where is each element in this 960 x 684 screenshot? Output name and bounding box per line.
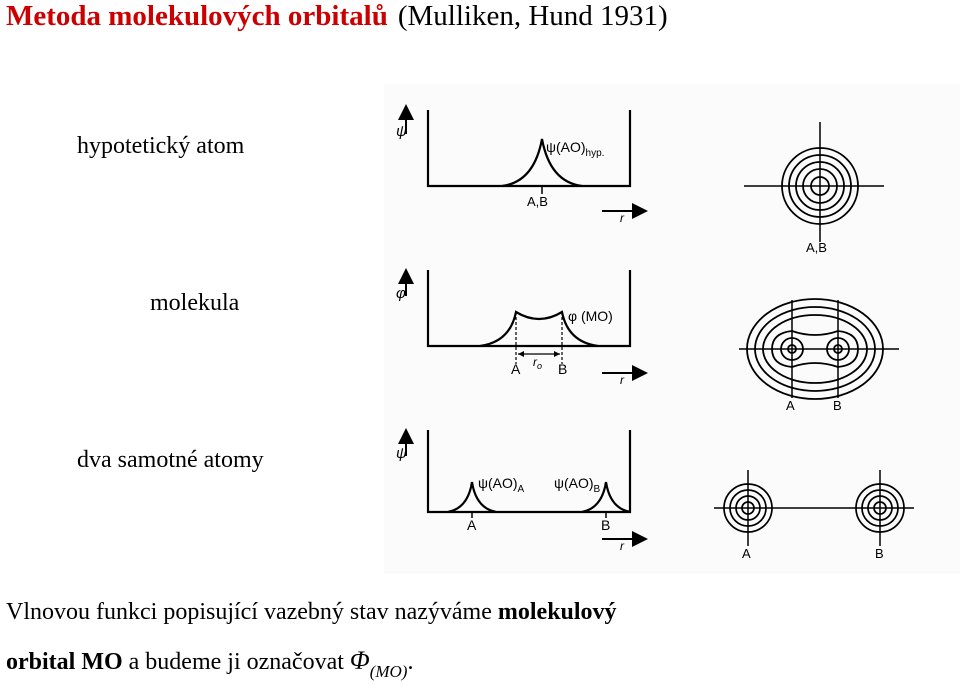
definition-line-1 [6, 599, 617, 626]
panel2-curve-label: φ (MO) [568, 308, 613, 324]
panel1-r-label: r [620, 211, 624, 225]
panel3-b-label: B [601, 517, 611, 533]
panel2-contour-b: B [833, 398, 842, 413]
title-reference: (Mulliken, Hund 1931) [397, 0, 668, 32]
definition-line-2 [6, 646, 414, 681]
panel1-point-label: A,B [527, 194, 548, 209]
panel1-curve-label: $\psi(AO)_{hyp.}$ [546, 139, 605, 159]
panel3-curve-a-label: $\psi(AO)_A$ [478, 475, 525, 495]
panel1-axis-label: ψ [396, 123, 407, 140]
panel3-r-label: r [620, 539, 624, 553]
definition-bold-term-2: orbital MO [6, 649, 123, 675]
panel2-r0-label: $r_o$ [533, 355, 543, 371]
label-molecule: molekula [150, 290, 240, 316]
panel3-contour-a: A [742, 546, 751, 561]
slide-title [6, 0, 668, 33]
panel3-a-label: A [467, 517, 477, 533]
panel1-contour-label: A,B [806, 240, 827, 255]
panel3-curve-b-label: $\psi(AO)_B$ [554, 475, 601, 495]
panel2-axis-label: φ [396, 285, 406, 302]
panel2-b-label: B [558, 361, 568, 377]
phi-subscript: (MO) [369, 662, 408, 681]
panel3-axis-label: ψ [396, 445, 407, 462]
label-two-atoms: dva samotné atomy [77, 447, 264, 473]
panel2-contour-a: A [786, 398, 795, 413]
definition-bold-term: molekulový [497, 599, 617, 625]
definition-text: Vlnovou funkci popisující vazebný stav nazýváme [6, 599, 498, 625]
panel2-r-label: r [620, 373, 624, 387]
panel3-contour-b: B [875, 546, 884, 561]
definition-text-2: a budeme ji označovat [122, 649, 350, 675]
title-main: Metoda molekulových orbitalů [6, 0, 388, 32]
panel2-a-label: A [511, 361, 521, 377]
label-hypothetical-atom: hypotetický atom [77, 133, 245, 159]
phi-symbol: Φ [349, 646, 370, 675]
orbital-figure [384, 84, 960, 574]
sentence-end: . [407, 649, 414, 675]
